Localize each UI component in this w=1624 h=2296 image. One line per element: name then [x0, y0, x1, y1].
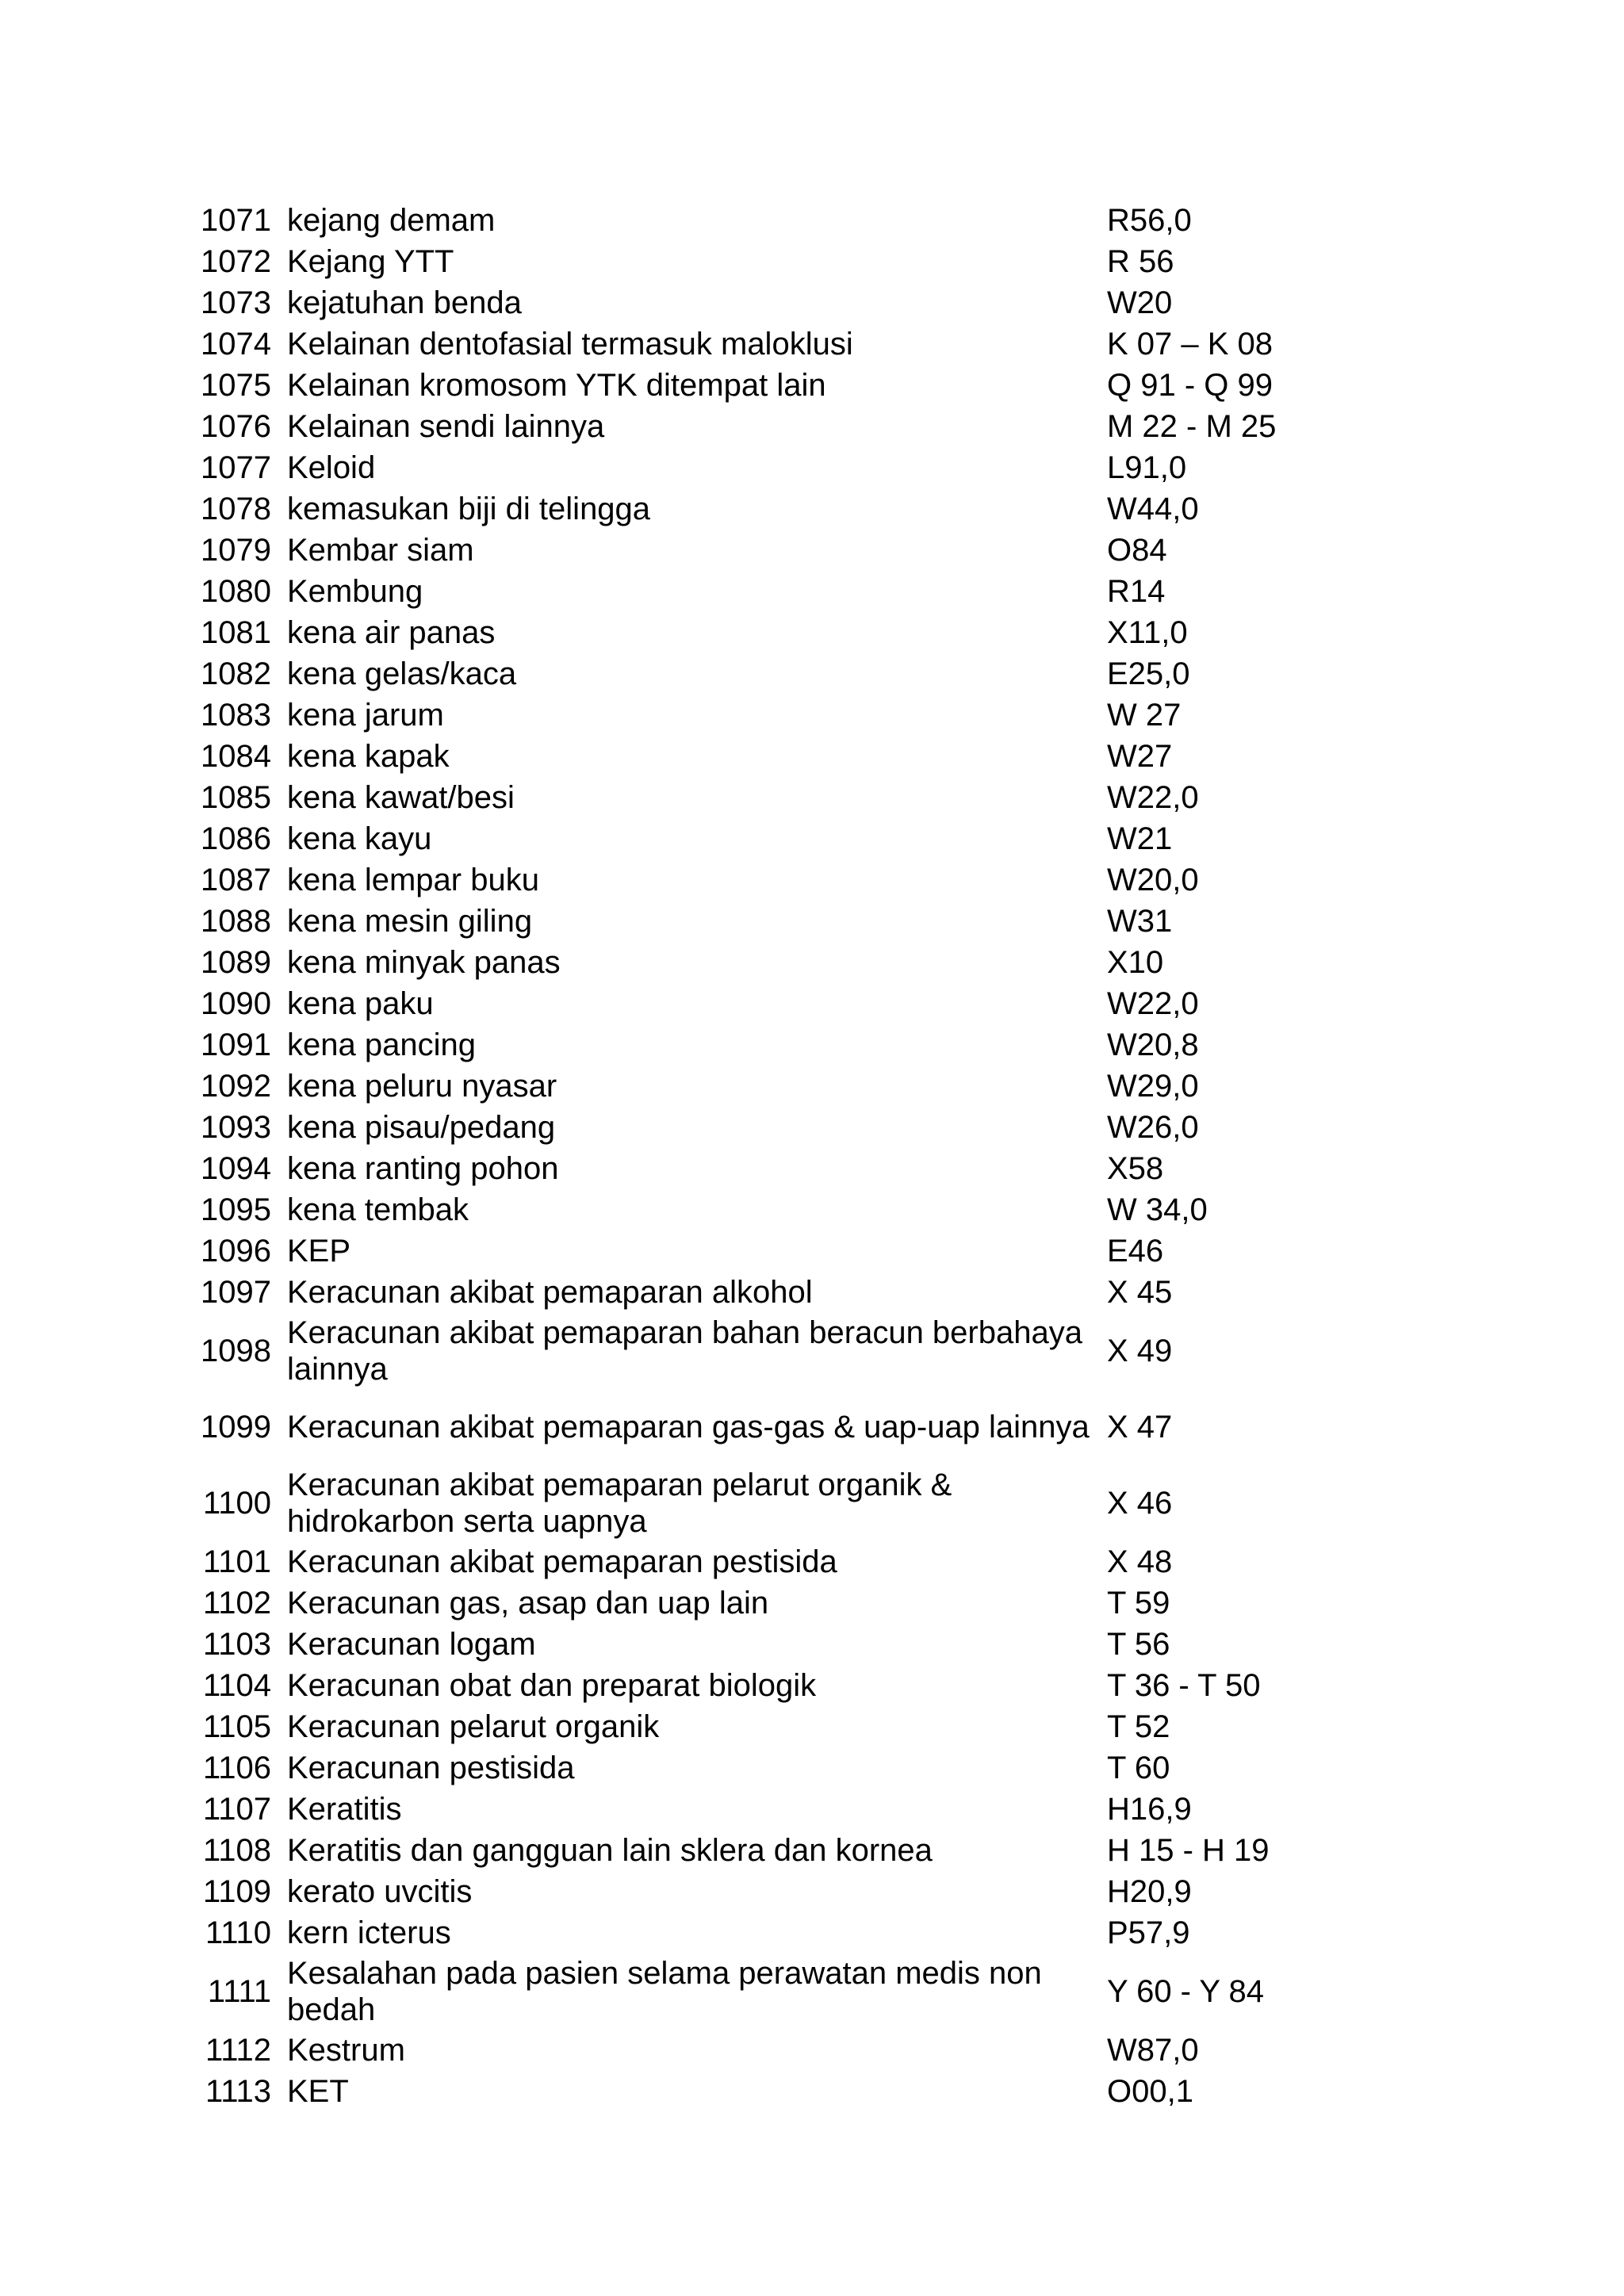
- row-number: 1079: [201, 533, 271, 568]
- diagnosis-description: Keracunan akibat pemaparan gas-gas & uap-uap lainnya: [287, 1410, 1090, 1445]
- diagnosis-description: Keracunan pestisida: [287, 1751, 575, 1785]
- row-number: 1098: [201, 1334, 271, 1368]
- diagnosis-description: Keratitis: [287, 1792, 402, 1827]
- row-number: 1101: [202, 1544, 271, 1579]
- row-number: 1090: [201, 986, 271, 1021]
- row-number: 1073: [201, 285, 271, 320]
- table-row: [193, 777, 1320, 818]
- icd-code: Y 60 - Y 84: [1107, 1974, 1264, 2009]
- table-row: [193, 901, 1320, 942]
- row-number: 1087: [201, 863, 271, 897]
- icd-code: E46: [1107, 1234, 1164, 1269]
- icd-code: T 36 - T 50: [1107, 1668, 1261, 1703]
- diagnosis-description: kena kayu: [287, 821, 432, 856]
- table-row: [193, 1830, 1320, 1871]
- diagnosis-description: Keracunan akibat pemaparan pelarut organik & hidrokarbon serta uapnya: [287, 1468, 952, 1539]
- table-row: [193, 1066, 1320, 1107]
- table-row: [193, 1313, 1320, 1389]
- diagnosis-description: kena pisau/pedang: [287, 1110, 556, 1145]
- row-number: 1078: [201, 492, 271, 526]
- table-row: [193, 859, 1320, 901]
- table-row: [193, 2030, 1320, 2071]
- table-row: [193, 571, 1320, 612]
- icd-code: X 49: [1107, 1334, 1173, 1368]
- diagnosis-description: kena gelas/kaca: [287, 656, 517, 691]
- diagnosis-description: kena jarum: [287, 698, 444, 733]
- table-row: [193, 447, 1320, 488]
- icd-code: X 46: [1107, 1486, 1173, 1521]
- icd-code: W87,0: [1107, 2033, 1199, 2068]
- diagnosis-description: Kestrum: [287, 2033, 405, 2068]
- diagnosis-description: kena kawat/besi: [287, 780, 515, 815]
- row-number: 1094: [201, 1151, 271, 1186]
- icd-code: X10: [1107, 945, 1164, 980]
- row-number: 1105: [202, 1709, 271, 1744]
- diagnosis-description: Keratitis dan gangguan lain sklera dan kornea: [287, 1833, 933, 1868]
- row-number: 1072: [201, 244, 271, 279]
- icd-code: H20,9: [1107, 1874, 1192, 1909]
- icd-code: L91,0: [1107, 450, 1187, 485]
- icd-code: W31: [1107, 904, 1173, 939]
- table-row: [193, 818, 1320, 859]
- row-number: 1102: [202, 1586, 271, 1621]
- table-row: [193, 612, 1320, 653]
- icd-code: X11,0: [1107, 615, 1188, 650]
- icd-code: X 45: [1107, 1275, 1173, 1310]
- icd-code: W20: [1107, 285, 1173, 320]
- icd-code: W20,0: [1107, 863, 1199, 897]
- table-row: [193, 488, 1320, 530]
- table-row: [193, 530, 1320, 571]
- row-number: 1074: [201, 327, 271, 362]
- diagnosis-description: Keloid: [287, 450, 376, 485]
- row-number: 1077: [201, 450, 271, 485]
- row-number: 1095: [201, 1192, 271, 1227]
- icd-code: M 22 - M 25: [1107, 409, 1277, 444]
- table-row: [193, 2071, 1320, 2112]
- diagnosis-code-table: [193, 200, 1320, 2112]
- table-row: [193, 1582, 1320, 1624]
- diagnosis-description: kena air panas: [287, 615, 496, 650]
- icd-code: T 60: [1107, 1751, 1170, 1785]
- diagnosis-description: Keracunan obat dan preparat biologik: [287, 1668, 817, 1703]
- row-number: 1091: [201, 1027, 271, 1062]
- table-row: [193, 1789, 1320, 1830]
- row-number: 1085: [201, 780, 271, 815]
- table-row: [193, 406, 1320, 447]
- table-row: [193, 1706, 1320, 1747]
- icd-code: E25,0: [1107, 656, 1190, 691]
- table-row: [193, 1747, 1320, 1789]
- row-number: 1089: [201, 945, 271, 980]
- row-number: 1112: [205, 2033, 271, 2068]
- diagnosis-description: KEP: [287, 1234, 351, 1269]
- icd-code: P57,9: [1107, 1915, 1190, 1950]
- diagnosis-description: Kembar siam: [287, 533, 474, 568]
- diagnosis-description: kena peluru nyasar: [287, 1069, 557, 1104]
- icd-code: R14: [1107, 574, 1166, 609]
- icd-code: H16,9: [1107, 1792, 1192, 1827]
- diagnosis-description: kemasukan biji di telingga: [287, 492, 651, 526]
- table-row: [193, 323, 1320, 365]
- row-number: 1103: [202, 1627, 271, 1662]
- icd-code: W 34,0: [1107, 1192, 1208, 1227]
- diagnosis-description: kena tembak: [287, 1192, 469, 1227]
- table-row: [193, 1541, 1320, 1582]
- icd-code: W 27: [1107, 698, 1182, 733]
- icd-code: T 59: [1107, 1586, 1170, 1621]
- diagnosis-description: Kelainan dentofasial termasuk maloklusi: [287, 327, 853, 362]
- row-number: 1106: [202, 1751, 271, 1785]
- diagnosis-description: Kelainan kromosom YTK ditempat lain: [287, 368, 826, 403]
- icd-code: R 56: [1107, 244, 1174, 279]
- table-row: [193, 1465, 1320, 1541]
- diagnosis-description: kena ranting pohon: [287, 1151, 559, 1186]
- icd-code: W29,0: [1107, 1069, 1199, 1104]
- icd-code: W22,0: [1107, 780, 1199, 815]
- table-row: [193, 1107, 1320, 1148]
- icd-code: Q 91 - Q 99: [1107, 368, 1273, 403]
- row-number: 1083: [201, 698, 271, 733]
- diagnosis-description: kern icterus: [287, 1915, 451, 1950]
- row-number: 1082: [201, 656, 271, 691]
- diagnosis-description: kejang demam: [287, 203, 496, 238]
- table-row: [193, 241, 1320, 282]
- table-row: [193, 983, 1320, 1024]
- icd-code: W27: [1107, 739, 1173, 774]
- icd-code: K 07 – K 08: [1107, 327, 1274, 362]
- icd-code: O00,1: [1107, 2074, 1193, 2109]
- icd-code: W44,0: [1107, 492, 1199, 526]
- row-number: 1096: [201, 1234, 271, 1269]
- table-row: [193, 1954, 1320, 2030]
- diagnosis-description: kena minyak panas: [287, 945, 561, 980]
- row-number: 1075: [201, 368, 271, 403]
- diagnosis-description: Keracunan akibat pemaparan alkohol: [287, 1275, 813, 1310]
- icd-code: X 48: [1107, 1544, 1173, 1579]
- diagnosis-description: Keracunan akibat pemaparan pestisida: [287, 1544, 837, 1579]
- diagnosis-description: Keracunan logam: [287, 1627, 536, 1662]
- table-row: [193, 1665, 1320, 1706]
- table-row: [193, 1272, 1320, 1313]
- diagnosis-description: kejatuhan benda: [287, 285, 522, 320]
- diagnosis-description: kena pancing: [287, 1027, 476, 1062]
- row-number: 1092: [201, 1069, 271, 1104]
- row-number: 1107: [202, 1792, 271, 1827]
- icd-code: O84: [1107, 533, 1167, 568]
- table-row: [193, 1189, 1320, 1230]
- row-number: 1093: [201, 1110, 271, 1145]
- row-number: 1097: [201, 1275, 271, 1310]
- table-row: [193, 365, 1320, 406]
- diagnosis-description: Keracunan gas, asap dan uap lain: [287, 1586, 769, 1621]
- table-row: [193, 1389, 1320, 1465]
- table-row: [193, 1230, 1320, 1272]
- diagnosis-description: kena mesin giling: [287, 904, 533, 939]
- icd-code: T 52: [1107, 1709, 1170, 1744]
- diagnosis-description: Kesalahan pada pasien selama perawatan medis non bedah: [287, 1956, 1042, 2027]
- table-body: [193, 200, 1320, 2112]
- table-row: [193, 1024, 1320, 1066]
- table-row: [193, 200, 1320, 241]
- diagnosis-description: Keracunan akibat pemaparan bahan beracun berbahaya lainnya: [287, 1315, 1082, 1387]
- row-number: 1108: [202, 1833, 271, 1868]
- table-row: [193, 1148, 1320, 1189]
- icd-code: W26,0: [1107, 1110, 1199, 1145]
- diagnosis-description: KET: [287, 2074, 349, 2109]
- row-number: 1081: [201, 615, 271, 650]
- table-row: [193, 1624, 1320, 1665]
- row-number: 1111: [207, 1974, 271, 2009]
- table-row: [193, 282, 1320, 323]
- row-number: 1071: [201, 203, 271, 238]
- row-number: 1109: [202, 1874, 271, 1909]
- row-number: 1080: [201, 574, 271, 609]
- diagnosis-description: Kelainan sendi lainnya: [287, 409, 605, 444]
- diagnosis-description: kena kapak: [287, 739, 450, 774]
- icd-code: H 15 - H 19: [1107, 1833, 1270, 1868]
- row-number: 1076: [201, 409, 271, 444]
- icd-code: W20,8: [1107, 1027, 1199, 1062]
- row-number: 1113: [205, 2074, 271, 2109]
- row-number: 1088: [201, 904, 271, 939]
- table-row: [193, 1871, 1320, 1912]
- row-number: 1100: [202, 1486, 271, 1521]
- diagnosis-description: kena lempar buku: [287, 863, 539, 897]
- diagnosis-description: Kembung: [287, 574, 423, 609]
- icd-code: X58: [1107, 1151, 1164, 1186]
- diagnosis-description: Kejang YTT: [287, 244, 454, 279]
- table-row: [193, 1912, 1320, 1954]
- row-number: 1086: [201, 821, 271, 856]
- icd-code: X 47: [1107, 1410, 1173, 1445]
- icd-code: W22,0: [1107, 986, 1199, 1021]
- row-number: 1099: [201, 1410, 271, 1445]
- diagnosis-description: Keracunan pelarut organik: [287, 1709, 660, 1744]
- table-row: [193, 653, 1320, 695]
- table-row: [193, 942, 1320, 983]
- diagnosis-description: kerato uvcitis: [287, 1874, 473, 1909]
- row-number: 1084: [201, 739, 271, 774]
- table-row: [193, 736, 1320, 777]
- table-row: [193, 695, 1320, 736]
- row-number: 1104: [202, 1668, 271, 1703]
- diagnosis-description: kena paku: [287, 986, 434, 1021]
- icd-code: T 56: [1107, 1627, 1170, 1662]
- icd-code: W21: [1107, 821, 1173, 856]
- icd-code: R56,0: [1107, 203, 1192, 238]
- row-number: 1110: [205, 1915, 271, 1950]
